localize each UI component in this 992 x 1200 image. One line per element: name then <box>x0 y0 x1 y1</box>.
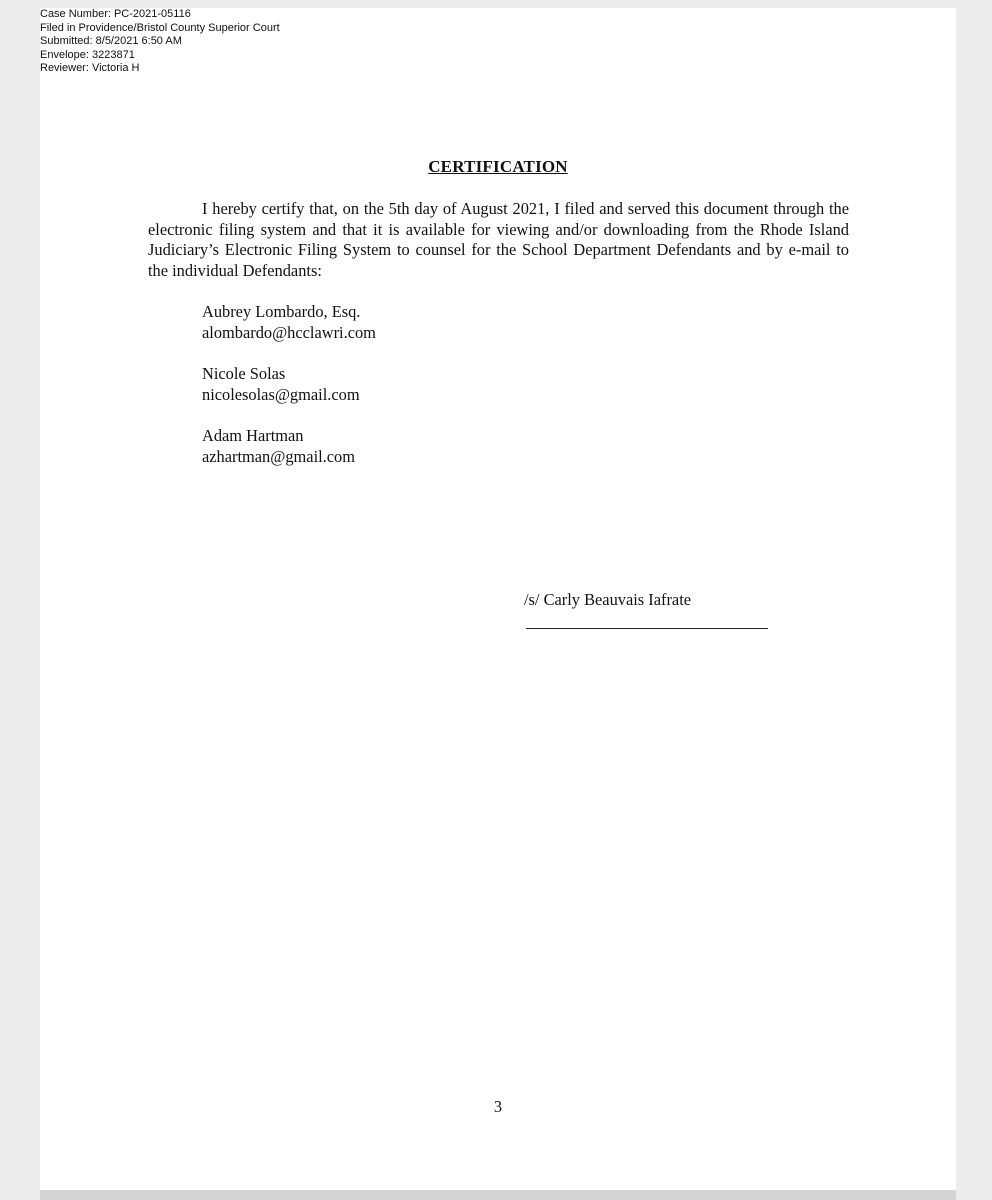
recipient-list <box>202 302 376 488</box>
recipient-email: nicolesolas@gmail.com <box>202 384 360 404</box>
recipient-name: Nicole Solas <box>202 364 286 383</box>
case-number: Case Number: PC-2021-05116 <box>40 8 191 20</box>
recipient-entry <box>202 364 376 405</box>
recipient-name: Adam Hartman <box>202 426 304 445</box>
filed-in-court: Filed in Providence/Bristol County Superior Court <box>40 21 280 34</box>
filing-stamp <box>40 8 280 76</box>
document-page <box>40 8 956 1190</box>
page-bottom-edge <box>40 1190 956 1200</box>
recipient-entry <box>202 426 376 467</box>
reviewer-name: Reviewer: Victoria H <box>40 62 140 74</box>
signature-text: /s/ Carly Beauvais Iafrate <box>524 590 692 609</box>
document-title: CERTIFICATION <box>428 157 568 176</box>
page-number: 3 <box>493 1097 503 1116</box>
certification-paragraph: I hereby certify that, on the 5th day of August 2021, I filed and served this document through the electronic filing system and that it is available for viewing and/or downloading from the Rhode Island Judiciary’s Electronic Filing System to counsel for the School Department Defendants and by e-mail to the individual Defendants: <box>148 199 849 280</box>
recipient-email: azhartman@gmail.com <box>202 446 355 466</box>
recipient-name: Aubrey Lombardo, Esq. <box>202 302 361 321</box>
submitted-timestamp: Submitted: 8/5/2021 6:50 AM <box>40 35 182 47</box>
signature-line <box>526 628 768 629</box>
envelope-number: Envelope: 3223871 <box>40 48 135 61</box>
recipient-email: alombardo@hcclawri.com <box>202 322 376 342</box>
recipient-entry <box>202 302 376 343</box>
